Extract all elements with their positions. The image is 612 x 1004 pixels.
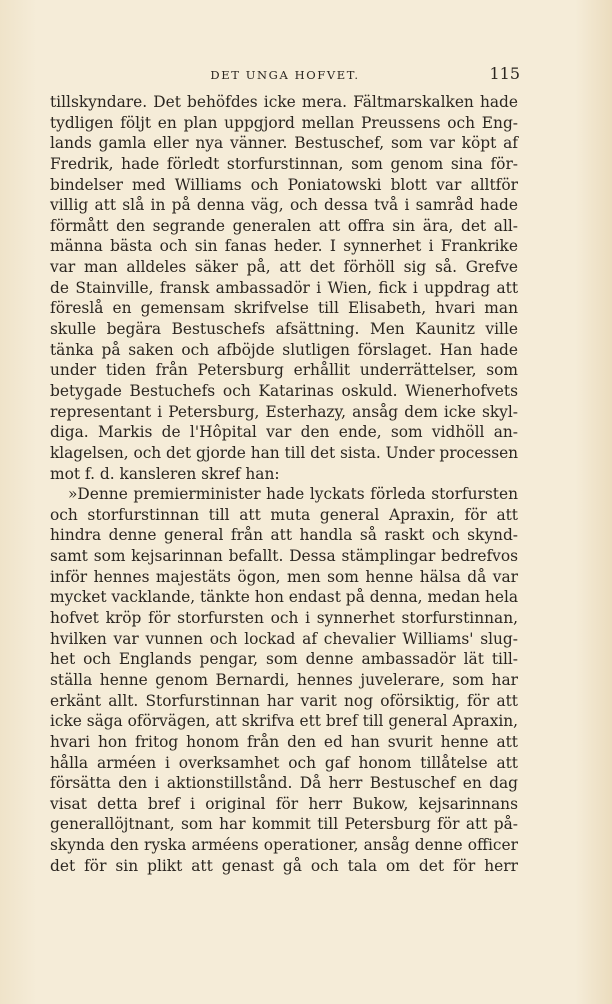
body-text xyxy=(50,92,518,876)
text-line: lands gamla eller nya vänner. Bestuschef, som var köpt af xyxy=(50,134,518,153)
text-line: ställa henne genom Bernardi, hennes juvelerare, som har xyxy=(50,670,518,689)
text-line: Fredrik, hade förledt storfurstinnan, som genom sina för- xyxy=(50,154,518,173)
text-line: skulle begära Bestuschefs afsättning. Men Kaunitz ville xyxy=(50,320,518,339)
text-line: skynda den ryska arméens operationer, ansåg denne officer xyxy=(50,836,518,855)
text-line: mycket vacklande, tänkte hon endast på denna, medan hela xyxy=(50,588,519,607)
text-line: hindra denne general från att handla så raskt och skynd- xyxy=(50,526,518,545)
text-line: diga. Markis de l'Hôpital var den ende, som vidhöll an- xyxy=(50,423,518,442)
text-line: tänka på saken och afböjde slutligen förslaget. Han hade xyxy=(50,340,518,359)
text-line: visat detta bref i original för herr Bukow, kejsarinnans xyxy=(50,794,518,813)
text-line: inför hennes majestäts ögon, men som henne hälsa då var xyxy=(50,567,518,586)
text-line: erkänt allt. Storfurstinnan har varit nog oförsiktig, för att xyxy=(50,691,518,710)
text-line: »Denne premierminister hade lyckats förleda storfursten xyxy=(68,485,518,504)
text-line: var man alldeles säker på, att det förhöll sig så. Grefve xyxy=(50,258,518,277)
paragraph-1 xyxy=(50,92,518,484)
text-line: betygade Bestuchefs och Katarinas oskuld. Wienerhofvets xyxy=(50,381,518,400)
text-line: samt som kejsarinnan befallt. Dessa stämplingar bedrefvos xyxy=(50,547,518,566)
text-line: generallöjtnant, som har kommit till Petersburg för att på- xyxy=(50,815,518,834)
running-title: DET UNGA HOFVET. xyxy=(210,68,360,82)
text-line: det för sin plikt att genast gå och tala om det för herr xyxy=(50,856,518,875)
text-line: förmått den segrande generalen att offra sin ära, det all- xyxy=(50,216,518,235)
text-line: klagelsen, och det gjorde han till det sista. Under processen xyxy=(50,443,518,462)
text-line: mot f. d. kansleren skref han: xyxy=(50,464,280,483)
text-line: tydligen följt en plan uppgjord mellan Preussens och Eng- xyxy=(50,113,518,132)
text-line: föreslå en gemensam skrifvelse till Elisabeth, hvari man xyxy=(50,299,518,318)
text-line: icke säga oförvägen, att skrifva ett bref till general Apraxin, xyxy=(50,712,518,731)
text-line: het och Englands pengar, som denne ambassadör lät till- xyxy=(50,650,518,669)
text-line: under tiden från Petersburg erhållit underrättelser, som xyxy=(50,361,518,380)
text-line: hålla arméen i overksamhet och gaf honom tillåtelse att xyxy=(50,753,518,772)
text-line: de Stainville, fransk ambassadör i Wien, fick i uppdrag att xyxy=(50,278,518,297)
text-line: hvari hon fritog honom från den ed han svurit henne att xyxy=(50,732,518,751)
text-line: bindelser med Williams och Poniatowski blott var alltför xyxy=(50,175,518,194)
text-line: villig att slå in på denna väg, och dessa två i samråd hade xyxy=(50,196,518,215)
paragraph-2 xyxy=(50,484,518,876)
text-line: hvilken var vunnen och lockad af chevalier Williams' slug- xyxy=(50,629,518,648)
text-line: och storfurstinnan till att muta general Apraxin, för att xyxy=(50,505,518,524)
text-line: männa bästa och sin fanas heder. I synnerhet i Frankrike xyxy=(50,237,518,256)
text-line: hofvet kröp för storfursten och i synnerhet storfurstinnan, xyxy=(50,609,518,628)
text-line: tillskyndare. Det behöfdes icke mera. Fältmarskalken hade xyxy=(50,93,518,111)
text-line: försätta den i aktionstillstånd. Då herr Bestuschef en dag xyxy=(50,774,518,793)
text-line: representant i Petersburg, Esterhazy, ansåg dem icke skyl- xyxy=(50,402,518,421)
page-number: 115 xyxy=(489,64,520,83)
running-head xyxy=(50,64,520,86)
